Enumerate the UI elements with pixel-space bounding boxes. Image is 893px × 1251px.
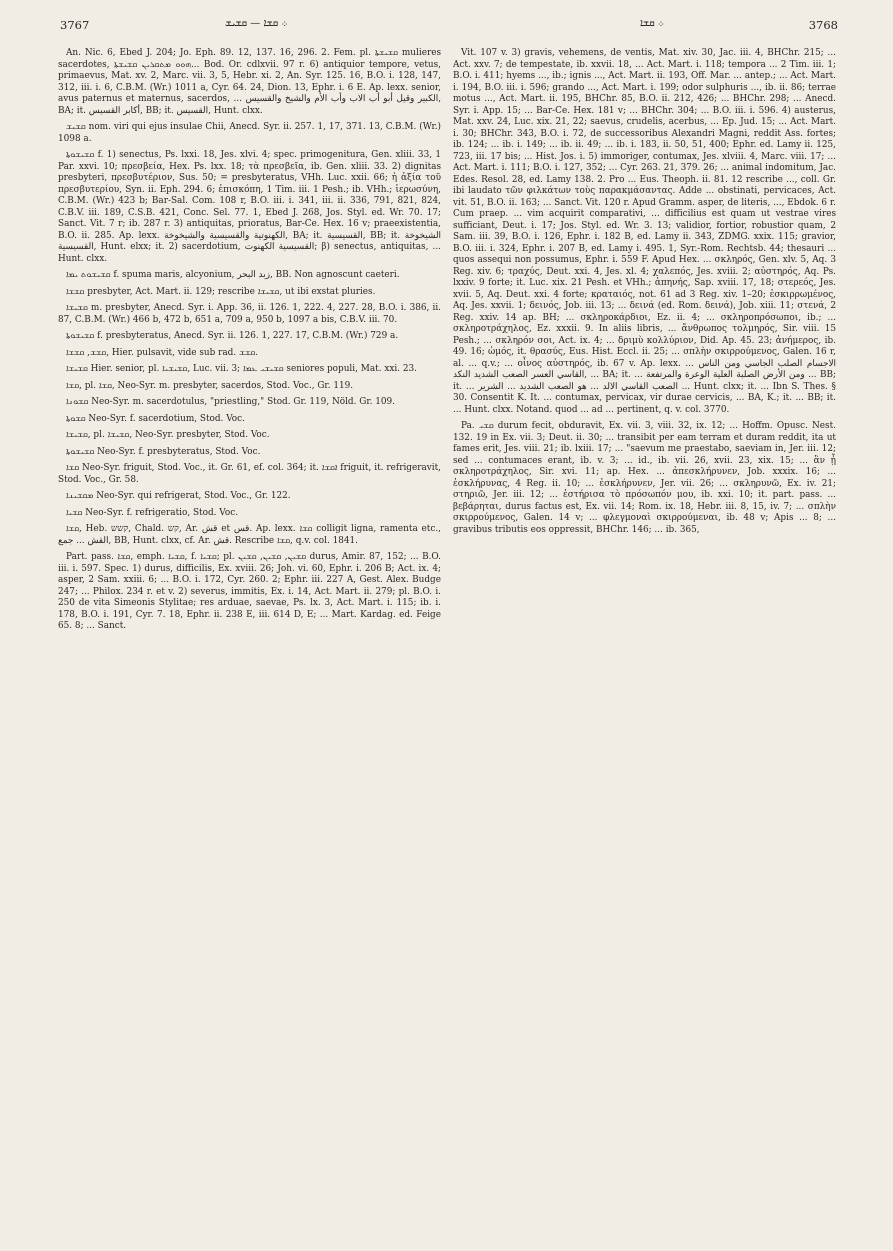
right-column [453,48,836,1228]
entry-paragraph: Pa. ܩܫܝ durum fecit, obduravit, Ex. vii. 3, viii. 32, ix. 12; ... Hoffm. Opusc. Nest. 132. 19 in Ex. vii. 3; Deut. ii. 30; ... transibit per eam terram et duram reddit, ita ut fames erit, Jes. viii. 21; ib. lxiii. 17; ... "saevum me praestabo, saeviam in, Jer. iii. 12; sed ... contumaces erant, ib. v. 3; ... id., ib. vii. 26, xvii. 23, xix. 15; ... ἂν ᾖ σκληροτράχηλος, Sir. xvi. 11; ap. Hex. ... ἀπεσκλήρυνεν, Job. xxxix. 16; ... ἐσκλήρυνας, 4 Reg. ii. 10; ... ἐσκλήρυνεν, Jer. vii. 26; ... σκληρυνῶ, Ex. iv. 21; στηριῶ, Jer. iii. 12; ... ἐστήρισα τὸ πρόσωπόν μου, ib. xxi. 10; it. part. pass. ... βεβάρηται, durus factus est, Ex. vii. 14; Rom. ix. 18, Hebr. iii. 8, 15, iv. 7; ... σπλὴν σκιρρούμενος, Galen. 14 v; ... φλεγμοναὶ σκιρρούμεναι, ib. 48 v; Apis ... 8; ... gravibus tributis eos oppressit, BHChr. 146; ... ib. 365, [453,421,836,535]
entry-paragraph: ܡܩܫܝܢܐ Neo-Syr. qui refrigerat, Stod. Voc., Gr. 122. [66,491,291,501]
entry-paragraph: ܩܫܝܫ nom. viri qui ejus insulae Chii, Anecd. Syr. ii. 257. 1, 17, 371. 13, C.B.M. (Wr.) 1098 a. [58,122,441,144]
left-column [58,48,441,1228]
entry-paragraph: ܩܫܘܢܐ Neo-Syr. m. sacerdotulus, "priestling," Stod. Gr. 119, Nöld. Gr. 109. [66,397,395,407]
entry-paragraph: ܩܫܝܫܐ, pl. ܩܫܝܫܐ, Neo-Syr. presbyter, Stod. Voc. [66,430,270,440]
left-running-title: ܀ ܩܫܐ — ܩܫܝܫ [225,18,288,29]
entry-paragraph: ܩܫܐ, pl. ܩܫܐ, Neo-Syr. m. presbyter, sacerdos, Stod. Voc., Gr. 119. [66,380,354,391]
entry-paragraph: ܩܫܝܫܐ m. presbyter, Anecd. Syr. i. App. 36, ii. 126. 1, 222. 4, 227. 28, B.O. i. 386, ii. 87, C.B.M. (Wr.) 466 b, 472 b, 651 a, 709 a, 950 b, 1097 a bis, C.B.V. iii. 70. [58,303,441,325]
entry-paragraph: ܩܫܝܫܘܬܐ Neo-Syr. f. presbyteratus, Stod. Voc. [66,446,261,457]
entry-paragraph: ܩܫܝܫܘܬܐ f. 1) senectus, Ps. lxxi. 18, Jes. xlvi. 4; spec. primogenitura, Gen. xliii. 33, 1 Par. xxvi. 10; πρεσβεία, Hex. Ps. lxx. 18; τὰ πρεσβεῖα, ib. Gen. xliii. 33. 2) dignitas presbyteri, πρεσβυτέριον, Sus. 50; = presbyteratus, VHh. Luc. xxii. 66; ἡ ἀξία τοῦ πρεσβυτερίου, Syn. ii. Eph. 294. 6; ἐπισκόπη, 1 Tim. iii. 1 Pesh.; ib. VHh.; ἱερωσύνη, C.B.M. (Wr.) 423 b; Bar-Sal. Com. 108 r, B.O. iii. i. 341, iii. ii. 336, 791, 821, 824, C.B.V. iii. 189, C.S.B. 421, Conc. Sel. 77. 1, Ebed J. 268, Jos. Styl. ed. Wr. 70. 17; Sanct. Vit. 7 r; ib. 287 r. 3) antiquitas, prioratus, Bar-Ce. Hex. 16 v; praeexistentia, B.O. ii. 285. Ap. lexx. الكهنوتية والقسيسية والشيخوخة, BA; it. القسيسية, BB; it. الشيخوخة القسيسية, Hunt. elxx; it. 2) sacerdotium, القسيسية الكهنوت; β) senectus, antiquitas, ... Hunt. clxx. [58,150,441,264]
entry-paragraph: ܩܫܝܫܘܬܐ f. presbyteratus, Anecd. Syr. ii. 126. 1, 227. 17, C.B.M. (Wr.) 729 a. [66,331,399,341]
right-running-title: ܀ ܩܫܐ [640,18,664,29]
entry-paragraph: ܩܫܘܬܐ Neo-Syr. f. sacerdotium, Stod. Voc. [66,413,245,424]
right-page-number: 3768 [808,18,838,32]
entry-paragraph: An. Nic. 6, Ebed J. 204; Jo. Eph. 89. 12, 137. 16, 296. 2. Fem. pl. ܩܫܝܫܬܐ mulieres sacerdotes, ܗܘܘ ܡܬܩܪܝܢ ܩܫܝܫܬܐ... Bod. Or. cdlxvii. 97 r. 6) antiquior tempore, vetus, primaevus, Mat. xv. 2, Marc. vii. 3, 5, Hebr. xi. 2, An. Syr. 125. 16, B.O. i. 128, 147, 312, iii. i. 6, C.B.M. (Wr.) 1011 a, Cyr. 64. 24, Dion. 13, Ephr. i. 6 E. Ap. lexx. senior, avus paternus et maternus, sacerdos, ... الكبير وقيل أبو أب الاب وأب الأم والشيخ والقسيس, BA; it. أكابر القسيس, BB; it. القسيس, Hunt. clxx. [58,48,441,116]
entry-paragraph: ܩܫܐ, Heb. קשש, Chald. קש, Ar. قش et قس. Ap. lexx. ܩܫܐ colligit ligna, ramenta etc., القش ... جمع, BB, Hunt. clxx, cf. Ar. قش. Rescribe ܩܫܐ, q.v. col. 1841. [58,524,441,546]
entry-paragraph: Vit. 107 v. 3) gravis, vehemens, de ventis, Mat. xiv. 30, Jac. iii. 4, BHChr. 215; ... Act. xxv. 7; de tempestate, ib. xxvii. 18, ... Act. Mart. i. 118; tempora ... 2 Tim. iii. 1; B.O. i. 411; hyems ..., ib.; ignis ..., Act. Mart. ii. 193, Off. Mar. ... antep.; ... Act. Mart. i. 194, B.O. iii. i. 596; grando ..., Act. Mart. i. 199; odor sulphuris ..., ib. ii. 86; terrae motus ..., Act. Mart. ii. 195, BHChr. 85, B.O. ii. 212, 426; ... BHChr. 298; ... Anecd. Syr. i. App. 15; ... Bar-Ce. Hex. 181 v; ... BHChr. 304; ... B.O. iii. i. 596. 4) austerus, Mat. xxv. 24, Luc. xix. 21, 22; saevus, crudelis, acerbus, ... Ep. Jud. 15; ... Act. Mart. i. 30; BHChr. 343, B.O. i. 72, de successoribus Alexandri Magni, reddit Ass. fortes; ib. 124; ... ib. i. 149; ... ib. ii. 49; ... ib. i. 183, ii. 50, 51, 400; Ephr. ed. Lamy ii. 125, 723, iii. 17 bis; ... Hist. Jos. i. 5) immoriger, contumax, Jes. xlviii. 4, Marc. viii. 17; ... Act. Mart. i. 111; B.O. i. 127, 352; ... Cyr. 263. 21, 379. 26; ... animal indomitum, Jac. Edes. Resol. 28, ed. Lamy 138. 2. Pro ... Eus. Theoph. ii. 81. 12 rescribe ..., coll. Gr. ibi laudato τῶν φιλκάτων τοὺς παρακμάσαντας. Adde ... obstinati, pervicaces, Act. vit. 51, B.O. ii. 163; ... Sanct. Vit. 120 r. Apud Gramm. asper, de literis, ..., Ebdok. 6 r. Cum praep. ... vim acquirit comparativi, ... difficilius est quam ut vestrae vires sufficiant, Deut. i. 17; Jos. Styl. ed. Wr. 3. 13; validior, fortior, robustior quam, 2 Sam. iii. 39, B.O. i. 126, Ephr. i. 182 B, ed. Lamy ii. 343, ZDMG. xxix. 115; gravior, B.O. iii. i. 324, Ephr. i. 207 B, ed. Lamy i. 495. 1, Syr.-Rom. Rechtsb. 44; thesauri ... quos assequi non possumus, Ephr. i. 559 F. Apud Hex. ... σκληρός, Gen. xlv. 5, Aq. 3 Reg. xiv. 6; τραχύς, Deut. xxi. 4, Jes. xl. 4; χαλεπός, Jes. xviii. 2; αὐστηρός, Aq. Ps. lxxiv. 9 forte; it. Luc. xix. 21 Pesh. et VHh.; ἀπηνής, Sap. xviii. 17, 18; στερεός, Jes. xvii. 5, Aq. Deut. xxi. 4 forte; κραταιός, not. 61 ad 3 Reg. xiv. 1–20; ἐσκιρρωμένος, Aq. Jes. xxvii. 1; δεινός, Job. iii. 13; ... δεινά (ed. Rom. δεινά), Job. xiii. 11; στενά, 2 Reg. xxiv. 14 ap. BH; ... σκληροκάρδιοι, Ez. ii. 4; ... σκληροπρόσωποι, ib.; ... σκληροτράχηλος, Ez. xxxii. 9. In aliis libris, ... ἄνθρωπος τολμηρός, Sir. viii. 15 Pesh.; ... σκληρόν σοι, Act. ix. 4; ... δριμὺ κολλύριον, Did. Ap. 45. 23; ἀνήμερος, ib. 49. 16; ὠμός, it. θρασύς, Eus. Hist. Eccl. ii. 25; ... σπλὴν σκιρρούμενος, Galen. 16 r, al. ... q.v.; ... οἶνος αὐστηρός, ib. 67 v. Ap. lexx. ... الاجسام الصلب الجاسي ومن الناس القاسي العسر الصعب الشديد النكد, ... BA; it. ... ومن الأرض الصلبة العلية الوعرة والمرتفعة ... BB; it. ... الصعب القاسي الالد ... هو الصعب الشديد ... الشرير ... Hunt. clxx; it. ... Ibn S. Thes. § 30. Consentit K. It. ... contumax, pervicax, vir durae cervicis, ... BA, K.; it. ... BB; it. ... Hunt. clxx. Notand. quod ... ad ... pertinent, q. v. col. 3770. [453,48,836,415]
entry-paragraph: ܩܫܐ Neo-Syr. friguit, Stod. Voc., it. Gr. 61, ef. col. 364; it. ܐܩܫܐ friguit, it. refrigeravit, Stod. Voc., Gr. 58. [58,463,441,485]
entry-paragraph: ܩܫܫ, ܩܫܫܐ, Hier. pulsavit, vide sub rad. ܩܫܫ. [66,347,259,358]
page-header [0,0,893,40]
left-page-number: 3767 [60,18,90,32]
entry-paragraph: ܩܫܝܫܘܬ ܝܡܐ f. spuma maris, alcyonium, زبد البحر, BB. Non agnoscunt caeteri. [66,270,400,280]
entry-paragraph: Part. pass. ܩܫܐ, emph. ܩܫܝܐ, f. ܩܫܝܐ; pl. ܩܫܝܢ, ܩܫܝܢ, ܩܫܝܢ durus, Amir. 87, 152; ... B.O. iii. i. 597. Spec. 1) durus, difficilis, Ex. xviii. 26; Joh. vi. 60, Ephr. i. 206 B; Act. ix. 4; asper, 2 Sam. xxiii. 6; ... B.O. i. 172, Cyr. 260. 2; Ephr. iii. 227 A, Gest. Alex. Budge 247; ... Philox. 234 r. et v. 2) severus, immitis, Ex. i. 14, Act. Mart. ii. 279; pl. B.O. i. 250 de vita Simeonis Stylitae; res arduae, saevae, Ps. lx. 3, Act. Mart. i. 115; ib. i. 178, B.O. i. 191, Cyr. 7. 18, Ephr. ii. 238 E, iii. 614 D, E; ... Mart. Kardag. ed. Feige 65. 8; ... Sanct. [58,552,441,631]
entry-paragraph: ܩܫܝܐ Neo-Syr. f. refrigeratio, Stod. Voc. [66,507,239,518]
entry-paragraph: ܩܫܫܐ presbyter, Act. Mart. ii. 129; rescribe ܩܫܝܫܐ, ut ibi exstat pluries. [66,286,376,297]
entry-paragraph: ܩܫܝܫܐ Hier. senior, pl. ܩܫܝܫܝܐ, Luc. vii. 3; ܩܫܝܫܝ ܥܡܐ seniores populi, Mat. xxi. 23. [66,364,417,374]
